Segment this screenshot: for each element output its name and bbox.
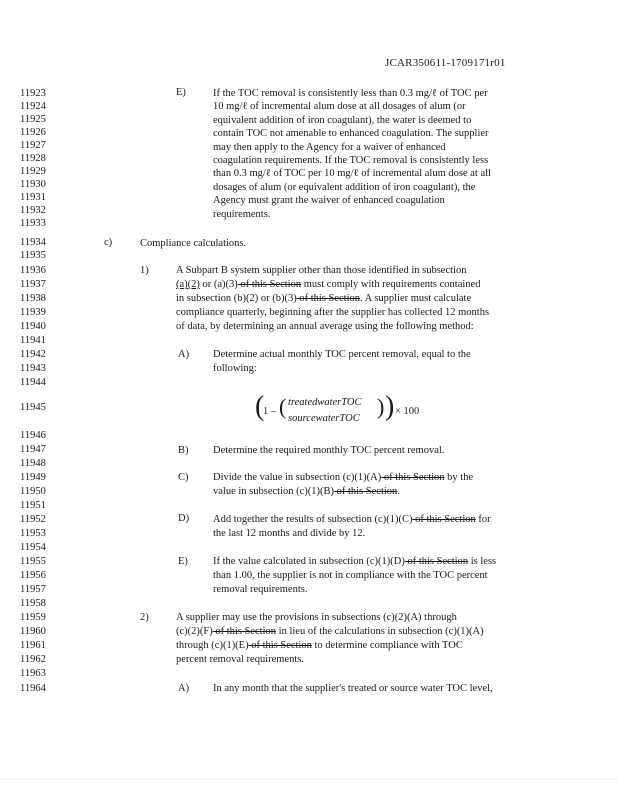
section-marker: c) [104,237,113,248]
item-marker: 1) [140,265,149,276]
left-paren: ( [255,391,265,422]
line-number: 11937 [20,279,46,290]
formula-numerator: treatedwaterTOC [288,397,362,408]
text-line: Determine actual monthly TOC percent removal, equal to the [213,349,471,360]
text-line: the last 12 months and divide by 12. [213,528,366,539]
line-number: 11951 [20,500,46,511]
inner-right-paren: ) [377,394,385,419]
text-line: than 0.3 mg/ℓ of TOC per 10 mg/ℓ of incremental alum dose at all [213,168,491,180]
formula-multiplier: × 100 [395,406,420,417]
text-run: through (c)(1)(E) [176,640,249,651]
text-line [213,555,496,569]
item-marker: D) [178,513,190,524]
text-line: A Subpart B system supplier other than those identified in subsection [176,265,467,276]
text-run: value in subsection (c)(1)(B) [213,486,335,497]
line-number: 11949 [20,472,46,483]
line-number: 11929 [20,166,46,177]
toc-removal-formula [255,391,435,434]
text-line: Determine the required monthly TOC percent removal. [213,445,445,456]
line-number: 11925 [20,114,46,125]
item-marker: 2) [140,612,149,623]
line-number: 11928 [20,153,46,164]
text-line: coagulation requirements. If the TOC removal is consistently less [213,155,489,166]
line-number: 11933 [20,218,46,229]
line-number: 11961 [20,640,46,651]
text-run: If the value calculated in subsection (c)(1)(D) [213,556,405,567]
line-number: 11956 [20,570,46,581]
text-line [213,513,491,527]
line-number: 11945 [20,402,46,413]
line-number: 11942 [20,349,46,360]
text-line [176,278,480,292]
text-run: to determine compliance with TOC [311,640,463,651]
text-line [213,485,400,499]
text-run: . [397,486,400,497]
item-marker: B) [178,445,189,456]
line-number: 11947 [20,444,46,455]
deleted-text: of this Section [404,556,469,567]
line-number: 11952 [20,514,46,525]
section-title: Compliance calculations. [140,238,247,249]
text-line: 10 mg/ℓ of incremental alum dose at all dosages of alum (or [213,101,466,113]
deleted-text: of this Section [381,472,445,483]
item-marker: A) [178,349,190,360]
text-line: requirements. [213,208,271,220]
line-number: 11943 [20,363,46,374]
text-line: dosages of alum (or equivalent addition of iron coagulant), the [213,181,476,193]
line-number: 11935 [20,250,46,261]
inserted-text: (a)(2) [176,279,200,290]
text-line: contain TOC not amenable to enhanced coagulation. The supplier [213,128,489,140]
line-number: 11934 [20,237,46,248]
text-line: of data, by determining an annual average using the following method: [176,321,474,332]
line-number: 11932 [20,205,46,216]
text-line: may then apply to the Agency for a waiver of enhanced [213,141,446,153]
line-number: 11964 [20,683,46,694]
deleted-text: of this Section [248,640,312,651]
deleted-text: of this Section [212,626,277,637]
item-marker: E) [176,87,186,98]
text-line [213,471,473,485]
text-line: removal requirements. [213,584,308,595]
document-id-header: JCAR350611-1709171r01 [385,57,506,69]
line-number: 11959 [20,612,46,623]
text-run: Add together the results of subsection (c)(1)(C) [213,514,413,525]
text-run: (c)(2)(F) [176,626,213,637]
text-line [176,292,471,306]
text-line: than 1.00, the supplier is not in compliance with the TOC percent [213,570,488,581]
line-number: 11963 [20,668,46,679]
line-number: 11950 [20,486,46,497]
deleted-text: of this Section [412,514,476,525]
deleted-text: of this Section [334,486,398,497]
text-line: Agency must grant the waiver of enhanced coagulation [213,195,445,207]
line-number: 11938 [20,293,46,304]
line-number: 11955 [20,556,46,567]
line-number: 11926 [20,127,46,138]
line-number: 11930 [20,179,46,190]
text-run: or (a)(3) [199,279,238,290]
line-number: 11940 [20,321,46,332]
text-run: in lieu of the calculations in subsection (c)(1)(A) [276,626,484,637]
line-number: 11954 [20,542,46,553]
text-line [176,639,463,653]
text-run: for [475,514,491,525]
line-number: 11960 [20,626,46,637]
line-number: 11941 [20,335,46,346]
text-run: Divide the value in subsection (c)(1)(A) [213,472,382,483]
line-number: 11939 [20,307,46,318]
text-line: percent removal requirements. [176,654,304,665]
text-line: In any month that the supplier's treated or source water TOC level, [213,683,493,694]
text-run: in subsection (b)(2) or (b)(3) [176,293,297,304]
line-number: 11944 [20,377,46,388]
text-line: A supplier may use the provisions in subsections (c)(2)(A) through [176,612,457,623]
line-number: 11957 [20,584,46,595]
text-run: must comply with requirements contained [301,279,481,290]
line-number: 11946 [20,430,46,441]
page-bottom-rule [0,779,618,780]
line-number: 11927 [20,140,46,151]
deleted-text: of this Section [296,293,361,304]
deleted-text: of this Section [237,279,302,290]
text-line: following: [213,363,257,374]
line-number: 11958 [20,598,46,609]
line-number: 11936 [20,265,46,276]
line-number: 11923 [20,88,46,99]
item-marker: C) [178,472,189,483]
item-marker: E) [178,556,188,567]
text-line: equivalent addition of iron coagulant), the water is deemed to [213,114,472,126]
line-number: 11948 [20,458,46,469]
formula-denominator: sourcewaterTOC [288,413,360,424]
right-paren: ) [385,391,395,422]
text-run: by the [444,472,474,483]
text-line [176,625,484,639]
line-number: 11962 [20,654,46,665]
text-run: . A supplier must calculate [360,293,472,304]
text-line: If the TOC removal is consistently less than 0.3 mg/ℓ of TOC per [213,88,488,99]
text-run: is less [468,556,497,567]
inner-left-paren: ( [279,394,287,419]
line-number: 11931 [20,192,46,203]
line-number: 11953 [20,528,46,539]
text-line: compliance quarterly, beginning after the supplier has collected 12 months [176,307,490,318]
formula-one-minus: 1 – [263,406,277,417]
item-marker: A) [178,683,190,694]
line-number: 11924 [20,101,46,112]
